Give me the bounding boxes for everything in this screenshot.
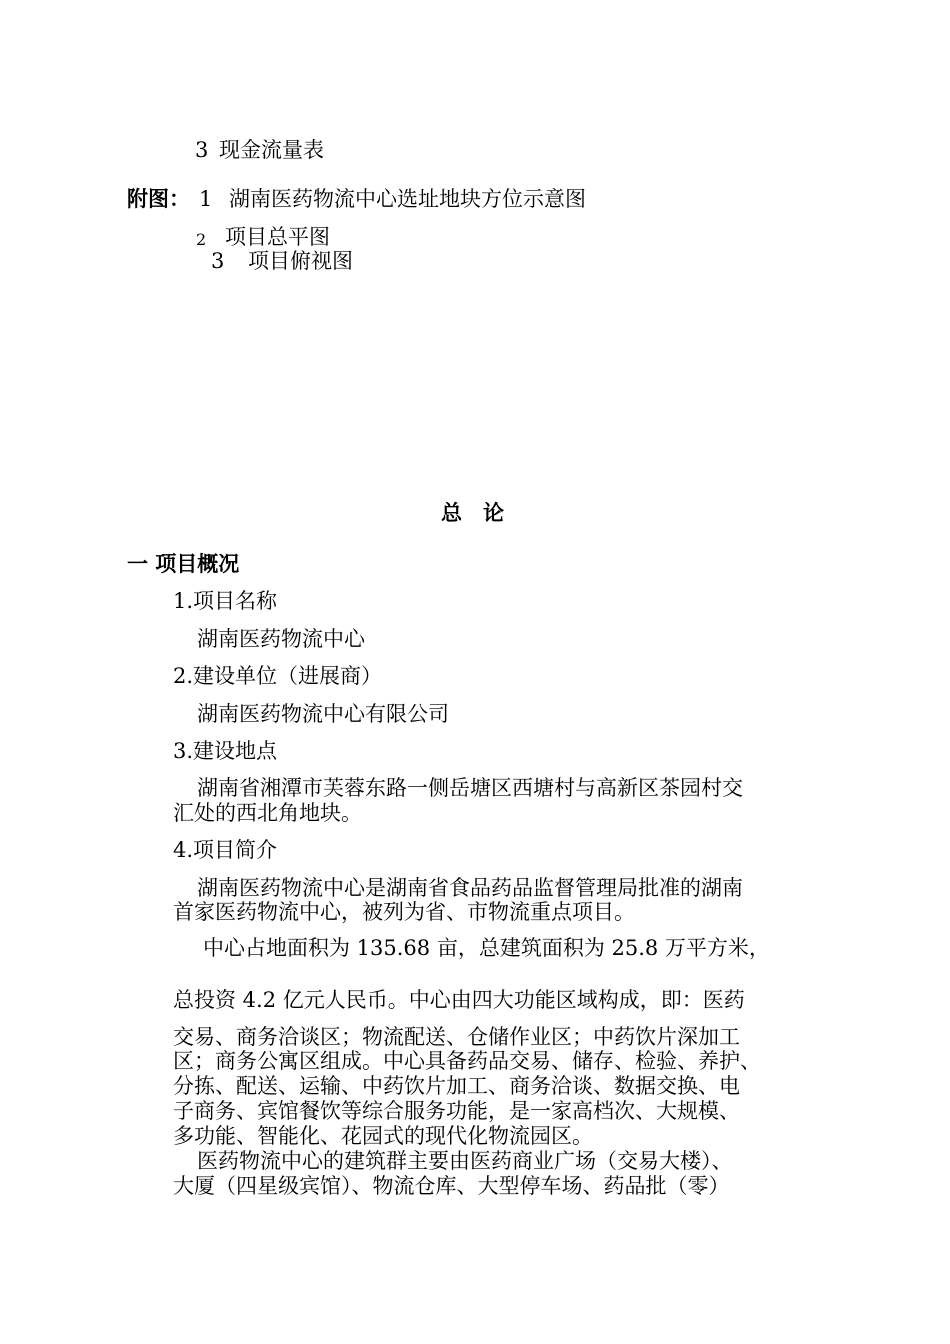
appendix-item-label: 湖南医药物流中心选址地块方位示意图 — [229, 187, 586, 211]
chapter-title: 总 论 — [441, 501, 504, 525]
appendix-item-number: 1 — [199, 187, 213, 211]
appendix-item-label: 项目俯视图 — [248, 249, 353, 273]
appendix-item-number: 2 — [196, 230, 207, 249]
item-text: 湖南医药物流中心是湖南省食品药品监督管理局批准的湖南 — [197, 876, 743, 900]
item-text: 汇处的西北角地块。 — [173, 801, 362, 825]
paragraph-line: 多功能、智能化、花园式的现代化物流园区。 — [173, 1124, 593, 1148]
paragraph-line: 子商务、宾馆餐饮等综合服务功能，是一家高档次、大规模、 — [173, 1099, 740, 1123]
paragraph-line: 中心占地面积为 135.68 亩，总建筑面积为 25.8 万平方米， — [203, 936, 770, 960]
item-label: 3.建设地点 — [173, 739, 278, 763]
item-text: 湖南省湘潭市芙蓉东路一侧岳塘区西塘村与高新区茶园村交 — [197, 776, 743, 800]
item-label: 1.项目名称 — [173, 589, 278, 613]
toc-item-label: 现金流量表 — [219, 138, 324, 162]
item-label: 4.项目简介 — [173, 838, 278, 862]
item-label: 2.建设单位（进展商） — [173, 664, 383, 688]
section-heading: 一 项目概况 — [127, 552, 240, 576]
paragraph-line: 医药物流中心的建筑群主要由医药商业广场（交易大楼）、 — [197, 1149, 733, 1173]
item-text: 首家医药物流中心，被列为省、市物流重点项目。 — [173, 900, 635, 924]
item-text: 湖南医药物流中心有限公司 — [197, 702, 449, 726]
appendix-item-number: 3 — [211, 249, 225, 273]
item-text: 湖南医药物流中心 — [197, 627, 365, 651]
paragraph-line: 区；商务公寓区组成。中心具备药品交易、储存、检验、养护、 — [173, 1049, 761, 1073]
paragraph-line: 交易、商务洽谈区；物流配送、仓储作业区；中药饮片深加工 — [173, 1025, 740, 1049]
toc-item-number: 3 — [195, 138, 209, 162]
paragraph-line: 大厦（四星级宾馆）、物流仓库、大型停车场、药品批（零） — [173, 1174, 730, 1198]
paragraph-line: 分拣、配送、运输、中药饮片加工、商务洽谈、数据交换、电 — [173, 1074, 740, 1098]
appendix-label: 附图： — [127, 187, 190, 211]
paragraph-line: 总投资 4.2 亿元人民币。中心由四大功能区域构成，即：医药 — [173, 988, 745, 1012]
appendix-item-label: 项目总平图 — [225, 225, 330, 249]
